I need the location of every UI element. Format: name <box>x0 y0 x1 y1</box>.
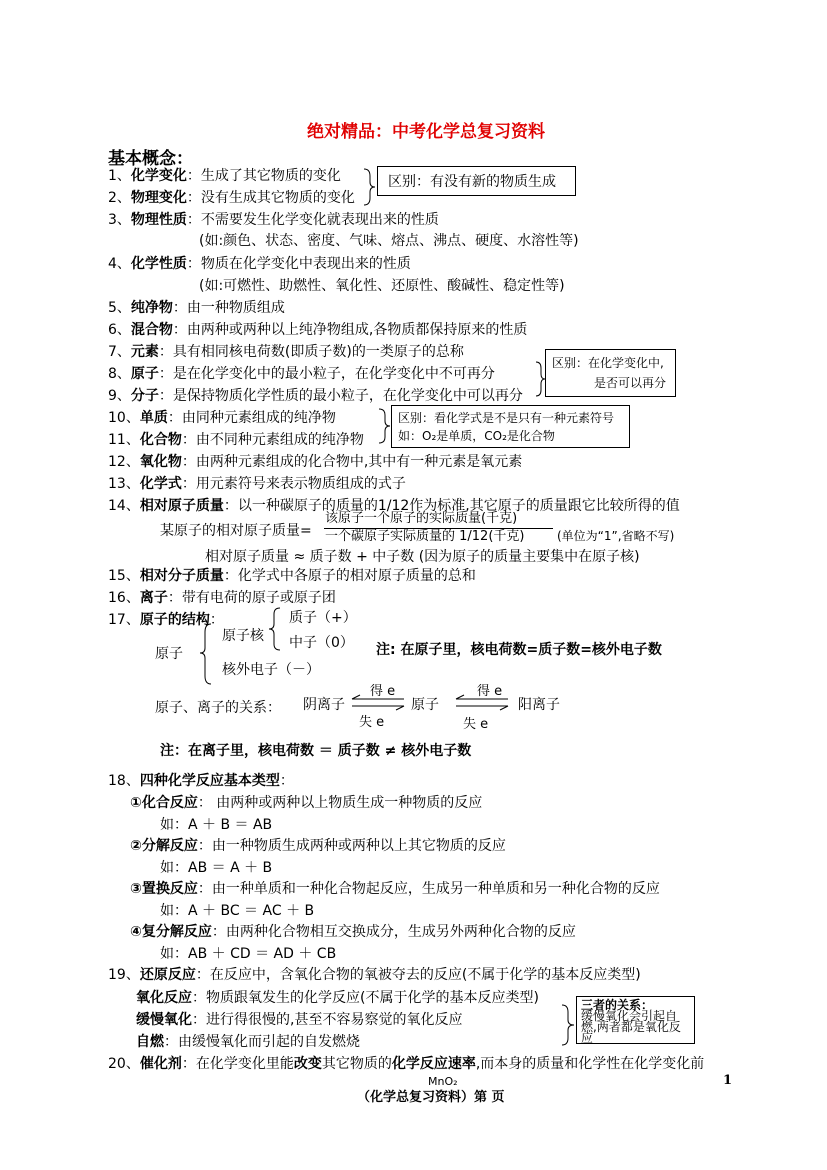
structure-nucleus: 原子核 <box>222 628 264 644</box>
item-number: 8、 <box>108 366 131 382</box>
page-title: 绝对精品：中考化学总复习资料 <box>307 122 545 142</box>
item-number: 10、 <box>108 410 140 426</box>
item-term: 物理性质 <box>130 212 187 228</box>
item-term: 相对原子质量 <box>139 498 224 514</box>
approx-relation: 相对原子质量 ≈ 质子数 + 中子数 (因为原子的质量主要集中在原子核) <box>205 549 640 565</box>
ion-gain-label-1: 得 e <box>370 684 396 699</box>
box-line: 是否可以再分 <box>594 376 667 390</box>
item-text: ：用元素符号来表示物质组成的式子 <box>181 476 406 492</box>
reaction-example: 如：A ＋ B ＝ AB <box>160 817 273 833</box>
concept-item-18: 18、四种化学反应基本类型： <box>108 773 294 789</box>
element-difference-box <box>391 405 630 448</box>
item-text: (如:颜色、状态、密度、气味、熔点、沸点、硬度、水溶性等) <box>199 233 579 249</box>
item-text: ：物质在化学变化中表现出来的性质 <box>186 256 411 272</box>
ion-cation: 阳离子 <box>518 697 560 713</box>
brace-icon <box>199 622 213 686</box>
ion-lose-label-2: 失 e <box>463 717 489 732</box>
spontaneous-combustion-line: 自燃：由缓慢氧化而引起的自发燃烧 <box>136 1034 360 1050</box>
structure-proton: 质子（+） <box>289 610 357 626</box>
item-text: ：由不同种元素组成的纯净物 <box>181 432 364 448</box>
item-text: ：由一种物质组成 <box>172 300 285 316</box>
relation-box <box>576 996 695 1044</box>
item-text: ：由两种元素组成的化合物中,其中有一种元素是氧元素 <box>181 454 523 470</box>
item-term: 化学变化 <box>130 168 187 184</box>
item-number: 5、 <box>108 300 131 316</box>
item-text: (如:可燃性、助燃性、氧化性、还原性、酸碱性、稳定性等) <box>199 278 565 294</box>
reaction-example: 如：A ＋ BC ＝ AC ＋ B <box>160 903 315 919</box>
concept-item <box>199 277 565 295</box>
item-text: ：由同种元素组成的纯净物 <box>167 410 336 426</box>
reaction-example: 如：AB ＝ A ＋ B <box>160 860 273 876</box>
item-number: 2、 <box>108 190 131 206</box>
item-number: 3、 <box>108 212 131 228</box>
reaction-text: ： 由两种或两种以上物质生成一种物质的反应 <box>197 795 483 811</box>
structure-atom: 原子 <box>155 646 183 662</box>
item-number: 11、 <box>108 432 140 448</box>
concept-item-16: 16、离子：带有电荷的原子或原子团 <box>108 590 336 606</box>
formula-unit-note: (单位为“1”,省略不写) <box>557 529 675 543</box>
concept-item <box>108 343 464 361</box>
reaction-term: 分解反应 <box>141 838 198 854</box>
reaction-mark: ① <box>130 795 142 811</box>
box-line: 应 <box>581 1031 594 1044</box>
item-term: 化学式 <box>139 476 182 492</box>
item-text: ：不需要发生化学变化就表现出来的性质 <box>186 212 439 228</box>
ion-note: 注：在离子里，核电荷数 ＝ 质子数 ≠ 核外电子数 <box>160 743 472 759</box>
ion-atom: 原子 <box>411 697 439 713</box>
atom-molecule-difference-box <box>545 349 676 397</box>
item-number: 13、 <box>108 476 140 492</box>
concept-item <box>108 365 495 383</box>
concept-item-15: 15、相对分子质量：化学式中各原子的相对原子质量的总和 <box>108 568 476 584</box>
item-number: 9、 <box>108 388 131 404</box>
item-term: 物理变化 <box>130 190 187 206</box>
brace-icon <box>268 606 282 652</box>
concept-item-17: 17、原子的结构： <box>108 612 224 628</box>
item-text: ：生成了其它物质的变化 <box>186 168 341 184</box>
reaction-definition <box>130 794 482 812</box>
reaction-mark: ④ <box>130 924 142 940</box>
formula-lhs: 某原子的相对原子质量= <box>160 523 312 539</box>
reaction-term: 置换反应 <box>141 881 198 897</box>
concept-item <box>108 387 523 405</box>
item-term: 氧化物 <box>139 454 182 470</box>
brace-icon <box>377 407 391 445</box>
item-term: 原子 <box>130 366 159 382</box>
reaction-text: ：由一种物质生成两种或两种以上其它物质的反应 <box>197 838 506 854</box>
box-line: 燃,两者都是氧化反 <box>581 1020 681 1034</box>
page-number: 1 <box>723 1073 733 1088</box>
change-difference-box: 区别：有没有新的物质生成 <box>377 166 576 196</box>
oxidation-line: 氧化反应：物质跟氧发生的化学反应(不属于化学的基本反应类型) <box>136 990 539 1006</box>
item-text: ：没有生成其它物质的变化 <box>186 190 355 206</box>
formula-denominator: 一个碳原子实际质量的 1/12(千克) <box>325 529 525 544</box>
reaction-mark: ② <box>130 838 142 854</box>
concept-item <box>108 167 341 185</box>
item-number: 7、 <box>108 344 131 360</box>
box-line: 缓慢氧化会引起自 <box>581 1009 678 1023</box>
page-footer: （化学总复习资料）第 页 <box>357 1090 505 1105</box>
box-line: 区别：看化学式是不是只有一种元素符号 <box>398 411 615 425</box>
reaction-definition <box>130 880 660 898</box>
reaction-definition <box>130 923 576 941</box>
concept-item <box>108 431 364 449</box>
reaction-text: ：由两种化合物相互交换成分，生成另外两种化合物的反应 <box>211 924 576 940</box>
item-number: 14、 <box>108 498 140 514</box>
reaction-term: 复分解反应 <box>141 924 212 940</box>
brace-icon <box>362 167 376 207</box>
concept-item-20: 20、催化剂：在化学变化里能改变其它物质的化学反应速率,而本身的质量和化学性在化学变化前 <box>108 1056 705 1072</box>
concept-item <box>108 189 355 207</box>
item-term: 元素 <box>130 344 159 360</box>
concept-item <box>108 453 522 471</box>
concept-item-19: 19、还原反应：在反应中，含氧化合物的氧被夺去的反应(不属于化学的基本反应类型) <box>108 967 641 983</box>
ion-gain-label-2: 得 e <box>477 684 503 699</box>
item-term: 化学性质 <box>130 256 187 272</box>
item-text: ：由两种或两种以上纯净物组成,各物质都保持原来的性质 <box>172 322 528 338</box>
reaction-mark: ③ <box>130 881 142 897</box>
item-term: 化合物 <box>139 432 182 448</box>
item-term: 混合物 <box>130 322 173 338</box>
concept-item <box>108 211 439 229</box>
box-line: 如：O₂是单质，CO₂是化合物 <box>398 429 555 443</box>
concept-item <box>108 299 285 317</box>
item-number: 4、 <box>108 256 131 272</box>
ion-relation-label: 原子、离子的关系： <box>155 700 281 716</box>
reaction-term: 化合反应 <box>141 795 198 811</box>
box-line: 区别：在化学变化中, <box>552 356 664 370</box>
structure-note: 注: 在原子里，核电荷数=质子数=核外电子数 <box>376 642 662 658</box>
reaction-definition <box>130 837 506 855</box>
ion-lose-label-1: 失 e <box>359 715 385 730</box>
structure-neutron: 中子（0） <box>289 635 354 651</box>
reaction-example: 如：AB ＋ CD ＝ AD ＋ CB <box>160 946 337 962</box>
item-term: 单质 <box>139 410 168 426</box>
slow-oxidation-line: 缓慢氧化：进行得很慢的,甚至不容易察觉的氧化反应 <box>136 1012 463 1028</box>
item-text: ：以一种碳原子的质量的1/12作为标准,其它原子的质量跟它比较所得的值 <box>223 498 680 514</box>
mno2-label: MnO₂ <box>428 1075 458 1088</box>
box-title: 三者的关系： <box>581 998 654 1012</box>
reversible-arrow-icon <box>452 694 512 712</box>
structure-electron: 核外电子（－） <box>222 662 320 678</box>
item-text: ：具有相同核电荷数(即质子数)的一类原子的总称 <box>158 344 464 360</box>
item-text: ：是保持物质化学性质的最小粒子，在化学变化中可以再分 <box>158 388 523 404</box>
brace-icon <box>560 1003 576 1047</box>
item-number: 6、 <box>108 322 131 338</box>
item-number: 1、 <box>108 168 131 184</box>
ion-anion: 阴离子 <box>303 697 345 713</box>
item-term: 纯净物 <box>130 300 173 316</box>
concept-item <box>108 409 336 427</box>
section-heading: 基本概念： <box>108 149 193 169</box>
item-text: ：是在化学变化中的最小粒子，在化学变化中不可再分 <box>158 366 495 382</box>
item-term: 分子 <box>130 388 159 404</box>
concept-item <box>108 321 527 339</box>
concept-item <box>199 232 579 250</box>
concept-item <box>108 255 411 273</box>
formula-numerator: 该原子一个原子的实际质量(千克) <box>325 511 518 526</box>
reaction-text: ：由一种单质和一种化合物起反应，生成另一种单质和另一种化合物的反应 <box>197 881 660 897</box>
item-number: 12、 <box>108 454 140 470</box>
concept-item <box>108 475 406 493</box>
reversible-arrow-icon <box>348 694 408 712</box>
